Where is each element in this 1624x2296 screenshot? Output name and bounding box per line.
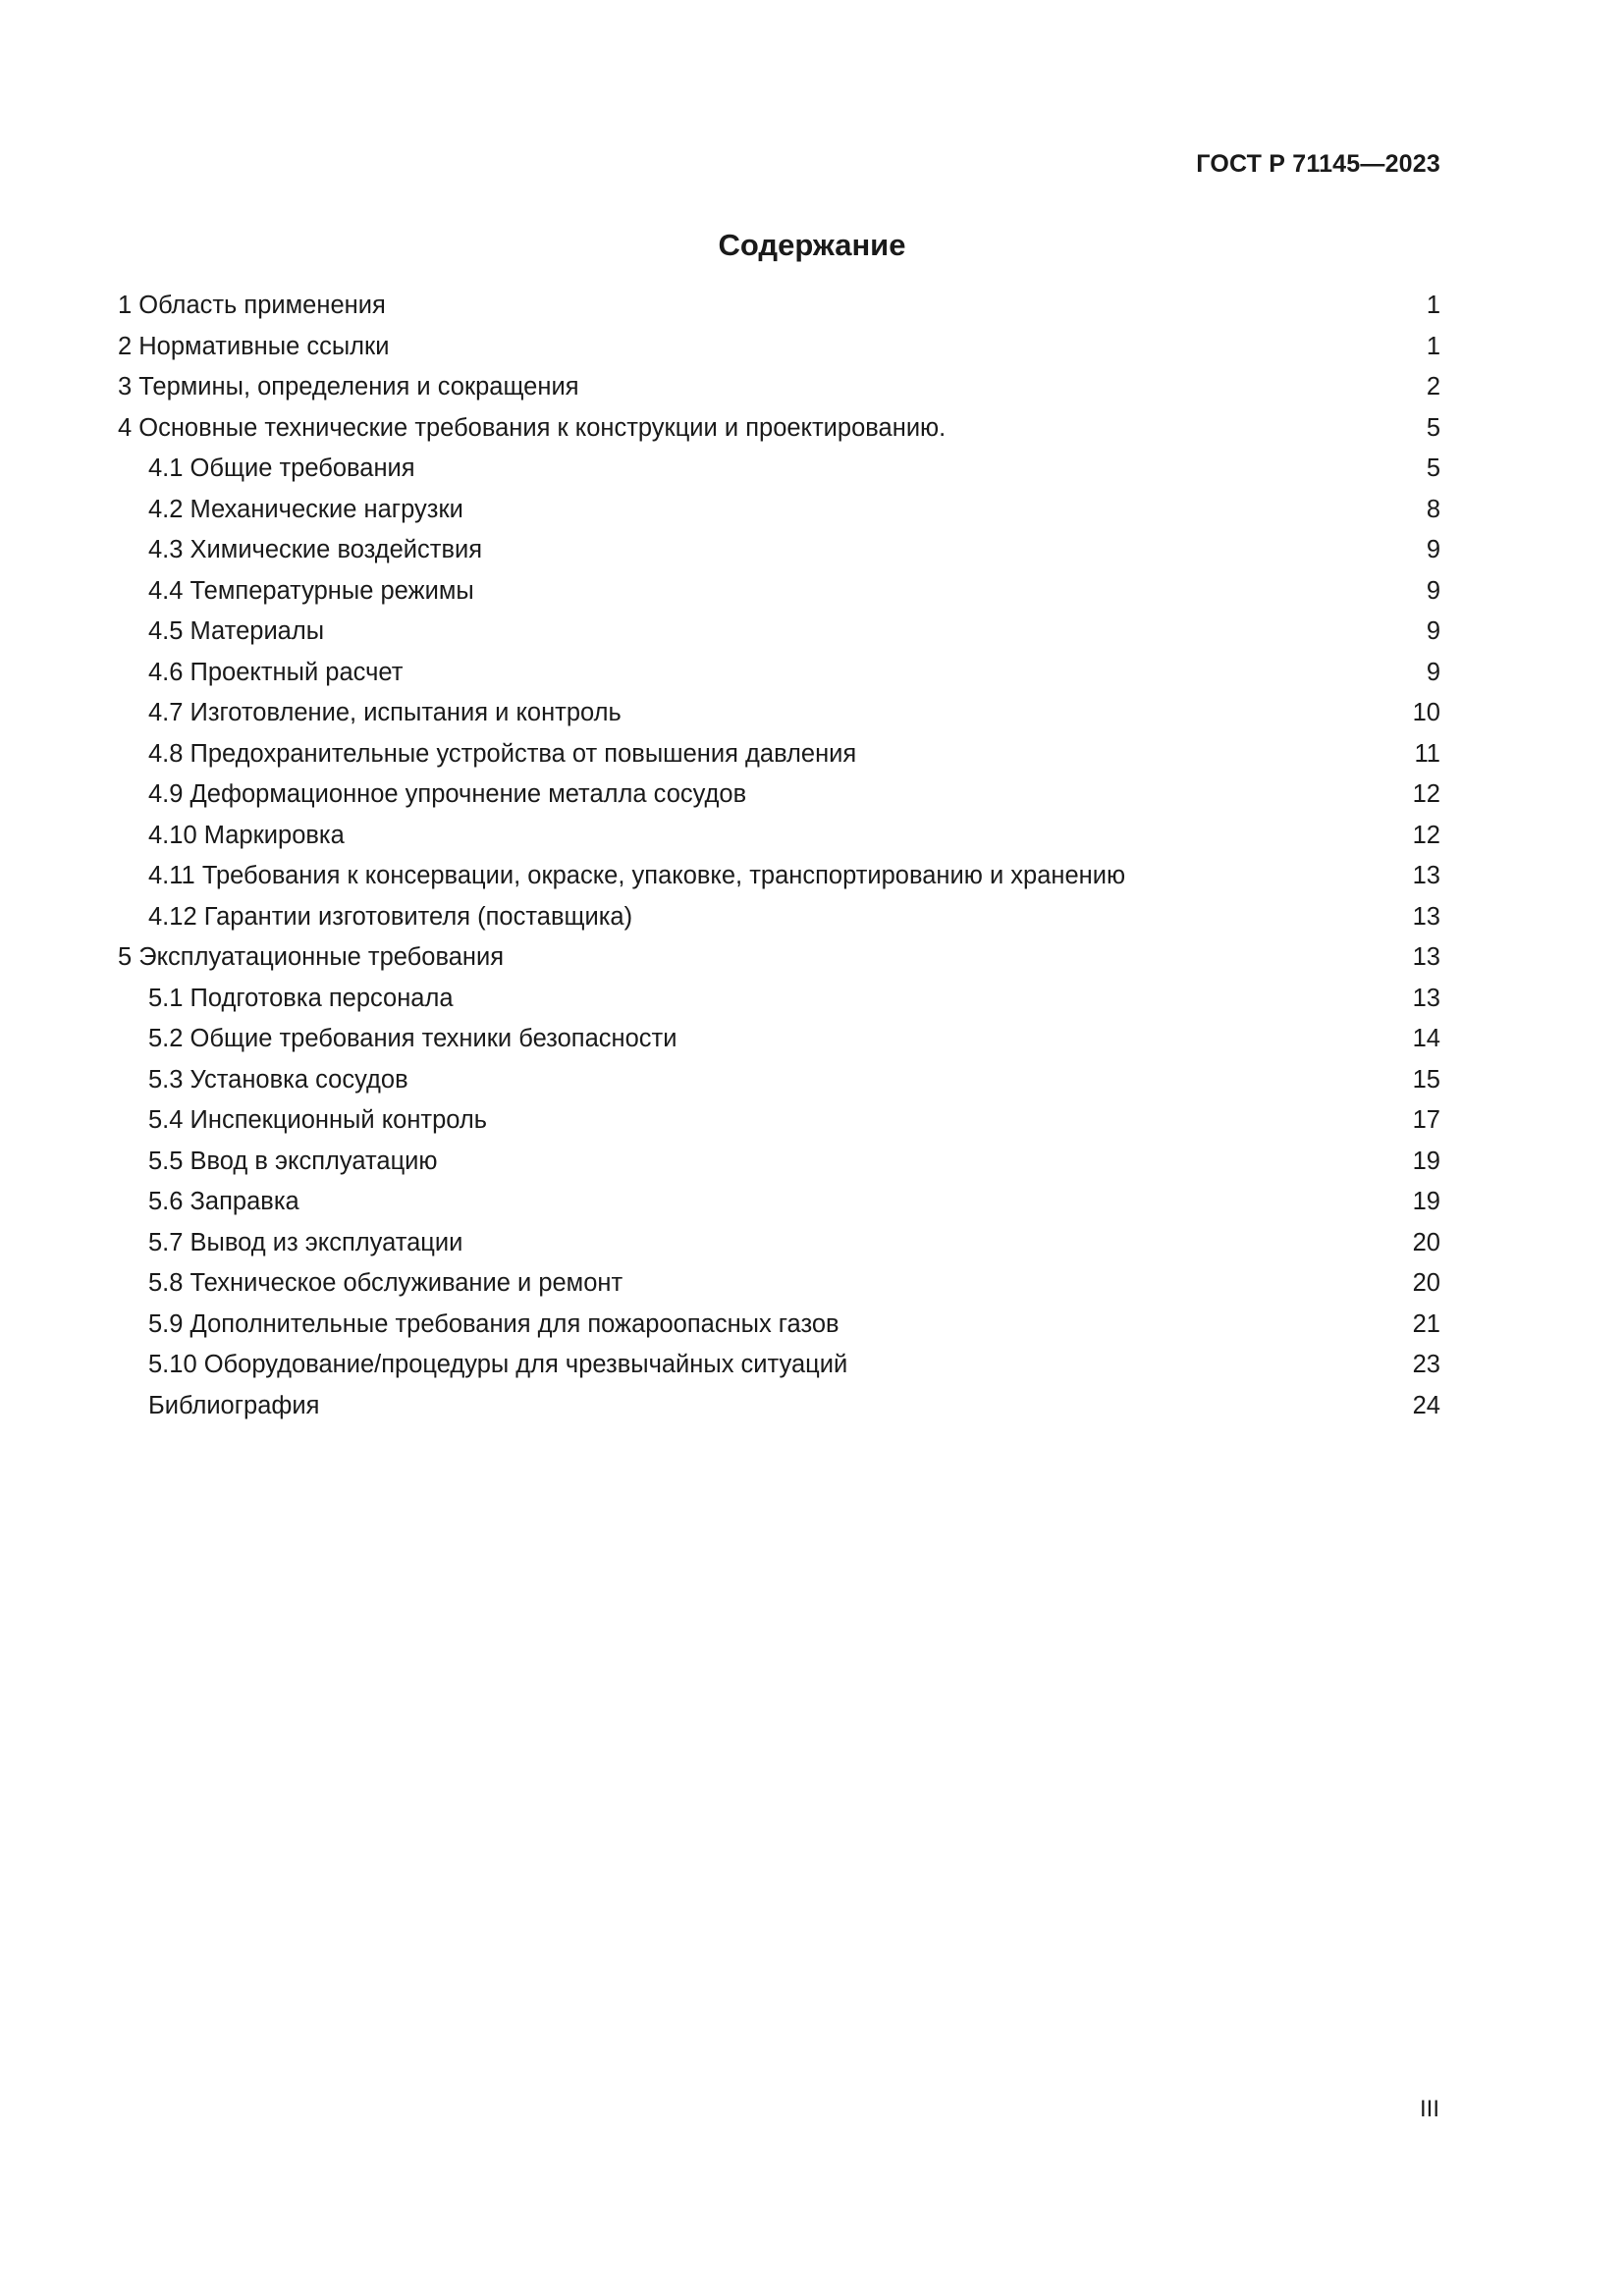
toc-entry-label: 5.3 Установка сосудов [148, 1065, 408, 1094]
toc-entry-page: 1 [1426, 332, 1440, 360]
toc-entry[interactable] [118, 494, 1440, 535]
toc-entry-label: 4.4 Температурные режимы [148, 576, 474, 605]
toc-entry-page: 14 [1412, 1025, 1440, 1052]
toc-dot-leader [395, 353, 1426, 354]
toc-entry[interactable] [118, 657, 1440, 698]
toc-dot-leader [1131, 882, 1413, 883]
toc-entry-page: 9 [1426, 658, 1440, 686]
toc-entry-label: 4.5 Материалы [148, 617, 325, 645]
toc-dot-leader [468, 1250, 1412, 1251]
toc-entry-label: 5.2 Общие требования техники безопасности [148, 1025, 677, 1052]
toc-entry[interactable] [118, 1390, 1440, 1431]
toc-entry[interactable] [118, 738, 1440, 779]
toc-entry-label: 4.3 Химические воздействия [148, 536, 483, 563]
toc-entry[interactable] [118, 901, 1440, 942]
toc-entry[interactable] [118, 860, 1440, 901]
toc-entry-page: 13 [1412, 862, 1440, 889]
toc-entry-page: 20 [1412, 1269, 1440, 1297]
toc-dot-leader [862, 761, 1414, 762]
toc-entry[interactable] [118, 615, 1440, 657]
toc-entry-page: 9 [1426, 576, 1440, 605]
toc-entry[interactable] [118, 331, 1440, 372]
toc-entry-page: 17 [1412, 1106, 1440, 1134]
toc-entry-page: 13 [1412, 902, 1440, 931]
toc-entry-page: 5 [1426, 454, 1440, 482]
toc-dot-leader [414, 1087, 1413, 1088]
toc-entry[interactable] [118, 575, 1440, 616]
toc-entry[interactable] [118, 1227, 1440, 1268]
toc-dot-leader [638, 924, 1413, 925]
toc-entry-label: 4.11 Требования к консервации, окраске, упаковке, транспортированию и хранению [148, 862, 1126, 889]
toc-title: Содержание [718, 228, 906, 262]
toc-dot-leader [628, 1290, 1412, 1291]
toc-entry-page: 21 [1412, 1309, 1440, 1338]
toc-dot-leader [488, 557, 1427, 558]
toc-entry-page: 12 [1412, 821, 1440, 849]
toc-entry-page: 15 [1412, 1065, 1440, 1094]
toc-entry[interactable] [118, 941, 1440, 983]
toc-dot-leader [951, 435, 1427, 436]
toc-entry-page: 9 [1426, 536, 1440, 563]
toc-entry[interactable] [118, 1186, 1440, 1227]
toc-dot-leader [305, 1208, 1413, 1209]
toc-entry[interactable] [118, 1064, 1440, 1105]
toc-dot-leader [325, 1413, 1412, 1414]
toc-entry-page: 19 [1412, 1188, 1440, 1215]
toc-entry-label: 5 Эксплуатационные требования [118, 943, 505, 971]
toc-dot-leader [444, 1168, 1413, 1169]
toc-dot-leader [351, 842, 1413, 843]
table-of-contents [118, 290, 1440, 1430]
toc-entry[interactable] [118, 453, 1440, 494]
toc-entry-page: 11 [1414, 739, 1440, 768]
toc-entry[interactable] [118, 1349, 1440, 1390]
toc-entry-page: 24 [1412, 1391, 1440, 1419]
toc-dot-leader [682, 1045, 1412, 1046]
toc-entry[interactable] [118, 983, 1440, 1024]
toc-entry-page: 9 [1426, 617, 1440, 645]
toc-dot-leader [627, 720, 1413, 721]
toc-entry-label: 4.8 Предохранительные устройства от повышения давления [148, 739, 857, 768]
toc-dot-leader [469, 516, 1427, 517]
toc-entry-page: 10 [1412, 699, 1440, 726]
toc-entry[interactable] [118, 1104, 1440, 1146]
toc-entry-label: 5.6 Заправка [148, 1188, 299, 1215]
toc-entry-label: 4.10 Маркировка [148, 821, 345, 849]
toc-entry-label: 5.5 Ввод в эксплуатацию [148, 1147, 438, 1175]
toc-entry-page: 20 [1412, 1228, 1440, 1256]
toc-entry-page: 13 [1412, 943, 1440, 971]
toc-entry-page: 19 [1412, 1147, 1440, 1175]
toc-dot-leader [408, 679, 1426, 680]
toc-dot-leader [421, 475, 1427, 476]
toc-entry-label: 5.10 Оборудование/процедуры для чрезвычайных ситуаций [148, 1351, 848, 1378]
toc-entry-label: 5.1 Подготовка персонала [148, 984, 454, 1012]
toc-dot-leader [510, 964, 1413, 965]
toc-entry-label: 4.6 Проектный расчет [148, 658, 404, 686]
toc-entry-page: 12 [1412, 780, 1440, 808]
toc-entry-label: Библиография [148, 1391, 320, 1419]
toc-dot-leader [480, 598, 1427, 599]
toc-entry-label: 4.12 Гарантии изготовителя (поставщика) [148, 902, 633, 931]
toc-dot-leader [585, 394, 1427, 395]
toc-dot-leader [845, 1331, 1413, 1332]
toc-entry[interactable] [118, 697, 1440, 738]
toc-entry-label: 3 Термины, определения и сокращения [118, 373, 579, 400]
toc-entry-page: 23 [1412, 1351, 1440, 1378]
document-id: ГОСТ Р 71145—2023 [1196, 150, 1440, 178]
toc-entry[interactable] [118, 820, 1440, 861]
toc-entry[interactable] [118, 1023, 1440, 1064]
toc-entry-label: 4.1 Общие требования [148, 454, 415, 482]
toc-entry-label: 5.8 Техническое обслуживание и ремонт [148, 1269, 623, 1297]
toc-entry[interactable] [118, 1267, 1440, 1308]
toc-dot-leader [853, 1371, 1412, 1372]
toc-entry[interactable] [118, 1146, 1440, 1187]
toc-entry-label: 1 Область применения [118, 292, 386, 319]
toc-entry[interactable] [118, 412, 1440, 454]
toc-entry[interactable] [118, 778, 1440, 820]
page-number: III [1419, 2096, 1439, 2122]
toc-dot-leader [752, 801, 1412, 802]
toc-entry-label: 5.9 Дополнительные требования для пожароопасных газов [148, 1309, 839, 1338]
toc-entry-label: 2 Нормативные ссылки [118, 332, 390, 360]
toc-entry-label: 4 Основные технические требования к конструкции и проектированию. [118, 413, 947, 442]
toc-entry-page: 1 [1426, 292, 1440, 319]
toc-entry-label: 5.4 Инспекционный контроль [148, 1106, 488, 1134]
toc-entry-page: 8 [1426, 495, 1440, 523]
toc-entry-label: 5.7 Вывод из эксплуатации [148, 1228, 463, 1256]
toc-dot-leader [493, 1127, 1413, 1128]
toc-entry[interactable] [118, 290, 1440, 331]
toc-entry[interactable] [118, 1308, 1440, 1350]
toc-entry[interactable] [118, 371, 1440, 412]
toc-dot-leader [392, 312, 1427, 313]
toc-dot-leader [460, 1005, 1413, 1006]
toc-entry-label: 4.7 Изготовление, испытания и контроль [148, 699, 622, 726]
toc-entry-page: 2 [1426, 373, 1440, 400]
toc-entry-label: 4.2 Механические нагрузки [148, 495, 463, 523]
toc-entry-page: 5 [1426, 413, 1440, 442]
toc-entry[interactable] [118, 534, 1440, 575]
toc-dot-leader [330, 638, 1427, 639]
toc-entry-label: 4.9 Деформационное упрочнение металла сосудов [148, 780, 747, 808]
toc-entry-page: 13 [1412, 984, 1440, 1012]
